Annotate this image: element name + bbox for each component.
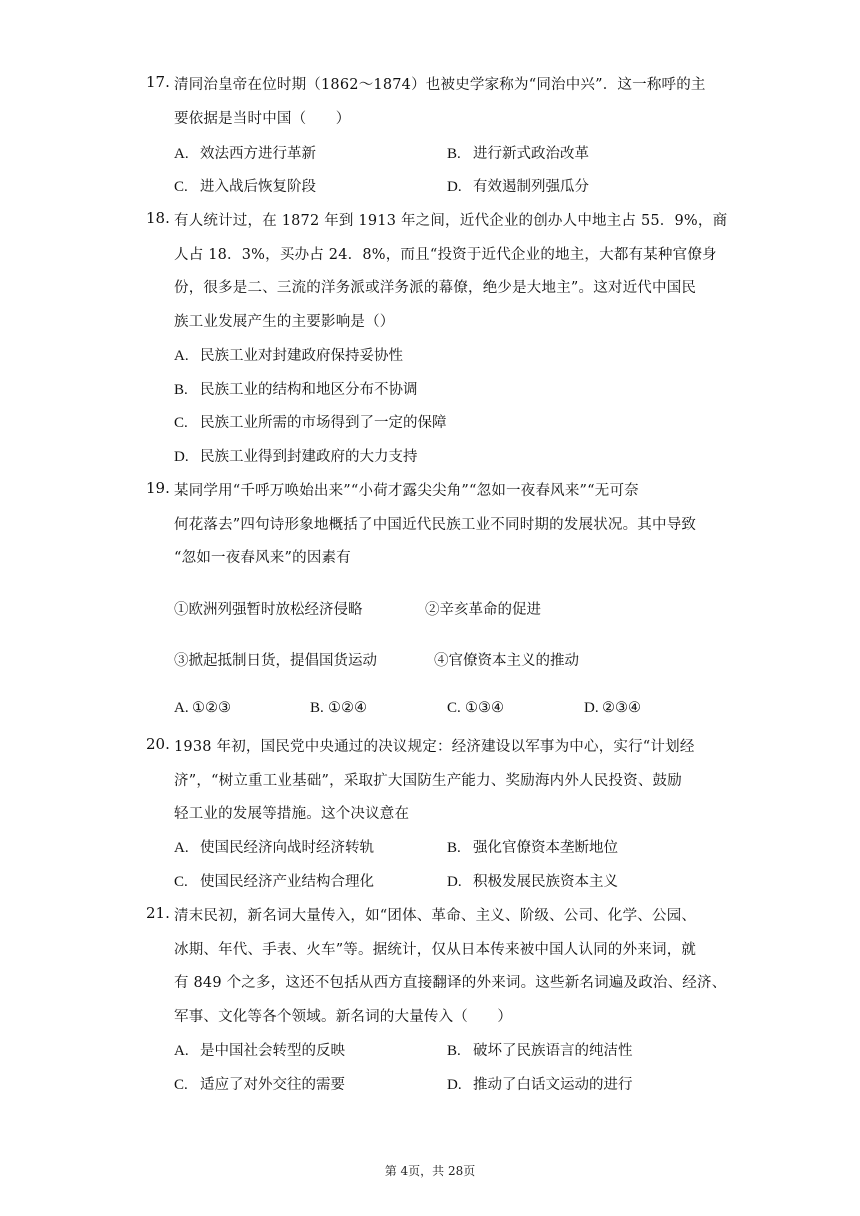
option-c xyxy=(174,1073,345,1094)
option-label: D. xyxy=(584,700,599,716)
question-text-line: 份，很多是二、三流的洋务派或洋务派的幕僚，绝少是大地主”。这对近代中国民 xyxy=(174,280,697,296)
option-label: B. xyxy=(447,840,461,856)
option-d xyxy=(584,700,641,717)
option-label: D. xyxy=(447,1077,462,1093)
question-text-line: 1938 年初，国民党中央通过的决议规定：经济建设以军事为中心，实行“计划经 xyxy=(174,739,695,755)
question-text-line: 何花落去”四句诗形象地概括了中国近代民族工业不同时期的发展状况。其中导致 xyxy=(174,517,697,533)
option-label: A. xyxy=(174,840,189,856)
option-d xyxy=(447,870,618,891)
question-text-line: 有 849 个之多，这还不包括从西方直接翻译的外来词。这些新名词遍及政治、经济、 xyxy=(174,975,727,991)
option-label: B. xyxy=(310,700,324,716)
question-number: 20. xyxy=(146,735,170,753)
option-label: C. xyxy=(174,415,188,431)
option-a xyxy=(174,142,316,163)
option-label: A. xyxy=(174,348,189,364)
option-text: 民族工业得到封建政府的大力支持 xyxy=(200,449,418,465)
option-text: ①③④ xyxy=(465,700,504,716)
option-label: D. xyxy=(447,179,462,195)
statement-item-2: ②辛亥革命的促进 xyxy=(425,602,541,618)
option-label: C. xyxy=(447,700,461,716)
option-label: B. xyxy=(447,1043,461,1059)
option-b xyxy=(310,700,367,717)
option-label: A. xyxy=(174,1043,189,1059)
option-text: 破坏了民族语言的纯洁性 xyxy=(473,1043,633,1059)
option-text: 是中国社会转型的反映 xyxy=(200,1043,345,1059)
option-text: 民族工业的结构和地区分布不协调 xyxy=(200,382,418,398)
question-number: 18. xyxy=(146,209,170,227)
question-text-line: 人占 18．3%，买办占 24．8%，而且“投资于近代企业的地主，大都有某种官僚身 xyxy=(174,247,717,263)
option-label: D. xyxy=(447,874,462,890)
statement-item-4: ④官僚资本主义的推动 xyxy=(434,653,579,669)
option-d xyxy=(447,1073,633,1094)
question-text-line: 某同学用“千呼万唤始出来”“小荷才露尖尖角”“忽如一夜春风来”“无可奈 xyxy=(174,483,639,499)
question-text-line: 要依据是当时中国（ ） xyxy=(174,111,351,127)
option-text: 积极发展民族资本主义 xyxy=(473,874,618,890)
option-a xyxy=(174,344,403,365)
option-text: 民族工业对封建政府保持妥协性 xyxy=(200,348,403,364)
option-b xyxy=(447,1039,633,1060)
option-a xyxy=(174,836,374,857)
question-text-line: 军事、文化等各个领域。新名词的大量传入（ ） xyxy=(174,1009,513,1025)
option-text: 进入战后恢复阶段 xyxy=(200,179,316,195)
option-text: 适应了对外交往的需要 xyxy=(200,1077,345,1093)
question-text-line: 轻工业的发展等措施。这个决议意在 xyxy=(174,806,410,822)
option-a xyxy=(174,700,231,717)
option-text: 使国民经济产业结构合理化 xyxy=(200,874,374,890)
option-text: ②③④ xyxy=(602,700,641,716)
option-text: 进行新式政治改革 xyxy=(473,146,589,162)
option-label: D. xyxy=(174,449,189,465)
option-text: 效法西方进行革新 xyxy=(200,146,316,162)
option-label: B. xyxy=(447,146,461,162)
question-text-line: 济”，“树立重工业基础”，采取扩大国防生产能力、奖励海内外人民投资、鼓励 xyxy=(174,773,682,789)
option-c xyxy=(174,175,316,196)
option-label: A. xyxy=(174,146,189,162)
option-d xyxy=(174,445,418,466)
question-text-line: 有人统计过，在 1872 年到 1913 年之间，近代企业的创办人中地主占 55．9%，商 xyxy=(174,213,728,229)
statement-item-1: ①欧洲列强暂时放松经济侵略 xyxy=(174,602,363,618)
page-footer: 第 4页，共 28页 xyxy=(384,1164,476,1178)
option-text: 民族工业所需的市场得到了一定的保障 xyxy=(200,415,447,431)
option-label: A. xyxy=(174,700,189,716)
question-number: 17. xyxy=(146,73,170,91)
question-number: 19. xyxy=(146,479,170,497)
option-text: ①②③ xyxy=(192,700,231,716)
option-c xyxy=(447,700,504,717)
question-text-line: 清末民初，新名词大量传入，如“团体、革命、主义、阶级、公司、化学、公园、 xyxy=(174,908,697,924)
question-text-line: 清同治皇帝在位时期（1862～1874）也被史学家称为“同治中兴”．这一称呼的主 xyxy=(174,77,706,93)
option-text: 有效遏制列强瓜分 xyxy=(473,179,589,195)
option-b xyxy=(447,836,618,857)
option-d xyxy=(447,175,589,196)
option-label: B. xyxy=(174,382,188,398)
option-text: 使国民经济向战时经济转轨 xyxy=(200,840,374,856)
option-text: ①②④ xyxy=(328,700,367,716)
question-text-line: “忽如一夜春风来”的因素有 xyxy=(174,550,351,566)
option-label: C. xyxy=(174,874,188,890)
option-b xyxy=(447,142,589,163)
statement-item-3: ③掀起抵制日货，提倡国货运动 xyxy=(174,653,377,669)
question-text-line: 族工业发展产生的主要影响是（） xyxy=(174,314,395,330)
option-text: 推动了白话文运动的进行 xyxy=(473,1077,633,1093)
option-b xyxy=(174,378,418,399)
option-c xyxy=(174,870,374,891)
option-text: 强化官僚资本垄断地位 xyxy=(473,840,618,856)
option-label: C. xyxy=(174,1077,188,1093)
option-c xyxy=(174,411,447,432)
question-number: 21. xyxy=(146,904,170,922)
option-label: C. xyxy=(174,179,188,195)
option-a xyxy=(174,1039,345,1060)
question-text-line: 冰期、年代、手表、火车”等。据统计，仅从日本传来被中国人认同的外来词，就 xyxy=(174,942,697,958)
